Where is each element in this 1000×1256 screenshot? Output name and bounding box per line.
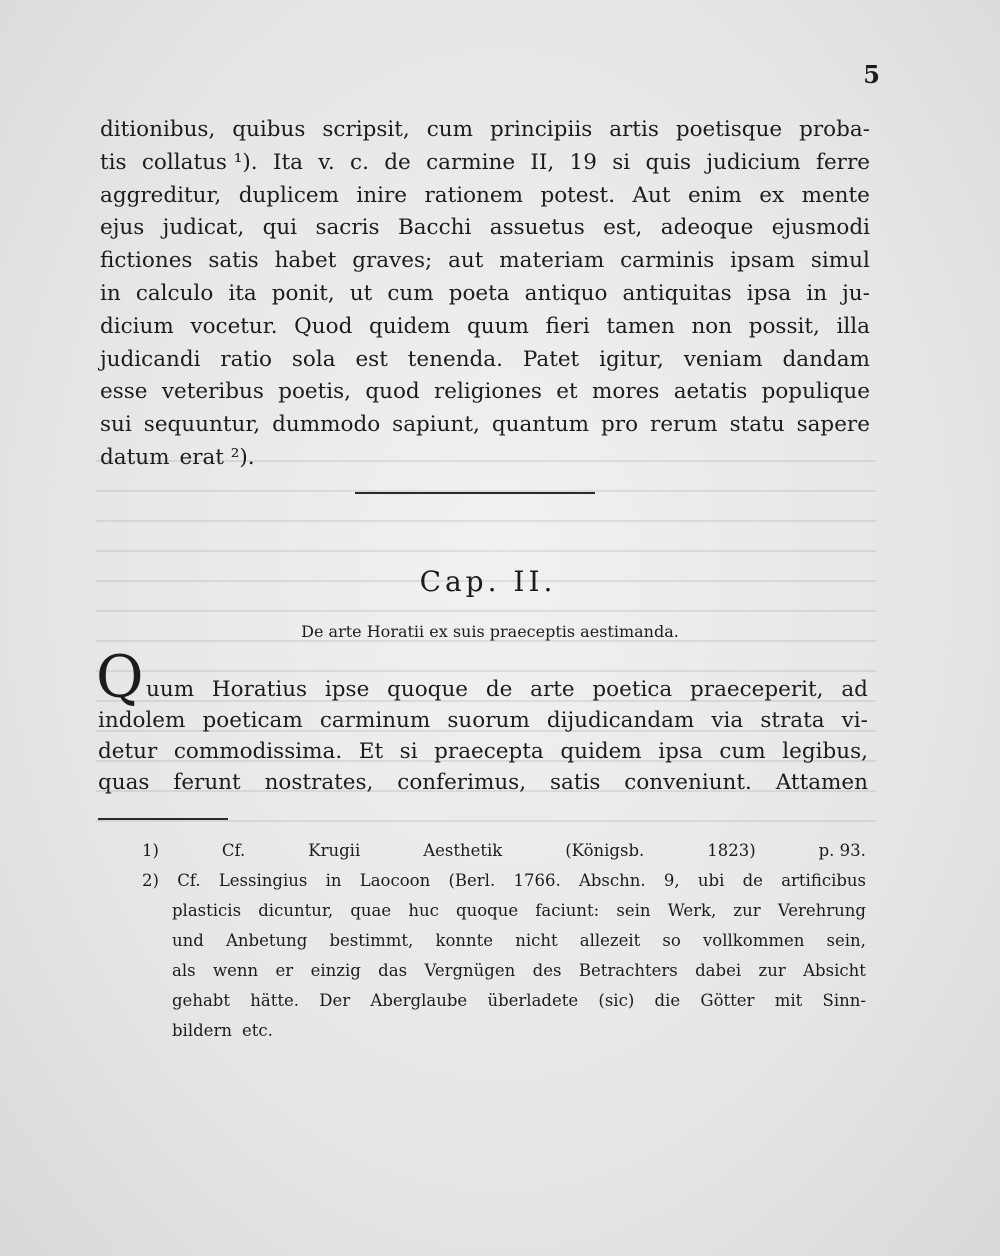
word: faciunt: [535, 901, 600, 920]
footnote-line [172, 898, 866, 924]
word: Horatius [211, 677, 308, 702]
word: poeta [448, 281, 510, 306]
word: principiis [490, 117, 593, 142]
text-line [98, 707, 868, 735]
word: quas [98, 770, 150, 795]
drop-cap: Q [96, 643, 144, 711]
word: aggreditur, [100, 182, 222, 208]
word: das [378, 961, 408, 980]
word: ipsa [746, 281, 792, 306]
word: suorum [447, 708, 530, 733]
text-line [100, 247, 870, 275]
footnote-line [172, 1018, 866, 1044]
word: Et [358, 739, 384, 764]
word: Laocoon [359, 871, 431, 890]
text-line [98, 769, 868, 797]
word: Betrachters [578, 961, 678, 980]
word: Lessingius [218, 871, 308, 890]
word: rationem [424, 182, 523, 208]
text-line [100, 444, 870, 472]
word: in [100, 281, 121, 306]
word: collatus ¹). [141, 149, 258, 175]
word: ejusmodi [771, 215, 870, 241]
word: quum [467, 313, 529, 339]
word: bestimmt, [329, 931, 414, 950]
text-line [100, 116, 870, 144]
word: strata [760, 708, 825, 733]
word: ad [841, 677, 868, 702]
word: conveniunt. [624, 770, 752, 795]
word: v. [318, 149, 335, 175]
word: tamen [606, 313, 675, 339]
word: de [485, 677, 513, 702]
word: esse [100, 379, 148, 405]
word: veniam [683, 346, 763, 372]
word: ponit, [271, 281, 335, 306]
word: wenn [212, 961, 259, 980]
word: dicium [100, 313, 174, 339]
word: scripsit, [322, 117, 410, 142]
word: enim [687, 182, 742, 208]
word: non [691, 313, 733, 339]
word: mente [801, 182, 870, 208]
word: er [275, 961, 294, 980]
word: sapiunt, [392, 412, 480, 438]
word: Sinn- [822, 991, 866, 1010]
word: datum [100, 445, 170, 470]
word: cum [426, 117, 474, 142]
word: antiquitas [622, 281, 732, 306]
word: huc [408, 901, 439, 920]
word: carminis [620, 248, 715, 274]
word: detur [98, 739, 158, 764]
word: mores [592, 379, 660, 405]
word: zur [733, 901, 761, 920]
word: ju- [842, 281, 870, 306]
word: hätte. [250, 991, 299, 1010]
word: aetatis [673, 379, 748, 405]
word: simul [810, 248, 870, 274]
word: Cf. [221, 841, 246, 860]
word: judicandi [100, 346, 201, 372]
word: ex [759, 182, 785, 208]
word: Werk, [667, 901, 717, 920]
word: nostrates, [264, 770, 374, 795]
word: populique [761, 379, 870, 405]
word: Bacchi [397, 215, 472, 241]
word: carmine [426, 149, 516, 175]
word: pro [601, 412, 639, 438]
word: sequuntur, [143, 412, 261, 438]
word: ipsam [730, 248, 795, 274]
footnote-line [172, 988, 866, 1014]
word: praecepta [434, 739, 544, 764]
text-line [100, 313, 870, 341]
text-line [100, 149, 870, 177]
word: in [806, 281, 828, 306]
word: quidem [560, 739, 642, 764]
word: mit [774, 991, 803, 1010]
footnote-line [172, 928, 866, 954]
word: ferre [815, 149, 870, 175]
word: legibus, [782, 739, 868, 764]
word: Aut [632, 182, 671, 208]
word: Vergnügen [424, 961, 516, 980]
word: illa [836, 313, 870, 339]
footnote-rule [98, 818, 228, 820]
word: est [355, 346, 388, 372]
word: de [742, 871, 763, 890]
word: artis [609, 117, 659, 142]
word: vocetur. [190, 313, 278, 339]
word: überladete [487, 991, 579, 1010]
word: rerum [650, 412, 718, 438]
word: so [662, 931, 681, 950]
word: possit, [748, 313, 820, 339]
word: zur [758, 961, 786, 980]
text-line [100, 378, 870, 406]
word: Absicht [803, 961, 866, 980]
word: Quod [294, 313, 353, 339]
word: quantum [491, 412, 590, 438]
word: de [384, 149, 411, 175]
text-line [146, 676, 868, 704]
chapter-subtitle: De arte Horatii ex suis praeceptis aestimanda. [301, 622, 679, 641]
word: poetica [592, 677, 673, 702]
word: ferunt [173, 770, 241, 795]
word: als [172, 961, 196, 980]
text-line [98, 738, 868, 766]
word: uum [146, 677, 195, 702]
word: religiones [434, 379, 542, 405]
word: sacris [315, 215, 380, 241]
word: Abschn. [578, 871, 646, 890]
word: fieri [545, 313, 590, 339]
word: tis [100, 149, 127, 175]
word: Krugii [308, 841, 361, 860]
word: antiquo [524, 281, 608, 306]
word: est, [603, 215, 643, 241]
word: quis [645, 149, 692, 175]
word: ejus [100, 215, 145, 241]
word: quibus [232, 117, 306, 142]
word: (sic) [598, 991, 635, 1010]
word: sui [100, 412, 132, 438]
word: Der [319, 991, 351, 1010]
word: satis [549, 770, 601, 795]
word: Patet [522, 346, 580, 372]
word: 19 [569, 149, 597, 175]
word: indolem [98, 708, 186, 733]
footnote-line [142, 838, 866, 864]
word: Aesthetik [423, 841, 503, 860]
word: habet [274, 248, 337, 274]
word: cum [387, 281, 434, 306]
word: quoque [387, 677, 469, 702]
word: potest. [540, 182, 616, 208]
word: in [325, 871, 342, 890]
word: ubi [697, 871, 725, 890]
word: ipse [324, 677, 370, 702]
word: p. 93. [818, 841, 866, 860]
word: inire [356, 182, 408, 208]
word: duplicem [238, 182, 339, 208]
word: quoque [456, 901, 519, 920]
word: tenenda. [407, 346, 503, 372]
word: poetis, [278, 379, 352, 405]
word: Anbetung [225, 931, 308, 950]
word: dicuntur, [258, 901, 334, 920]
chapter-title: Cap. II. [419, 565, 557, 598]
word: sein, [826, 931, 866, 950]
word: Ita [272, 149, 303, 175]
word: judicium [706, 149, 801, 175]
word: artificibus [781, 871, 866, 890]
word: adeoque [660, 215, 754, 241]
word: 1766. [513, 871, 561, 890]
word: (Königsb. [565, 841, 645, 860]
page-number: 5 [863, 60, 880, 89]
word: si [399, 739, 418, 764]
word: 1) [142, 841, 159, 860]
word: quod [365, 379, 420, 405]
word: igitur, [599, 346, 664, 372]
word: allezeit [579, 931, 641, 950]
word: poeticam [202, 708, 303, 733]
word: praeceperit, [690, 677, 824, 702]
word: ita [228, 281, 257, 306]
footnote-line [172, 958, 866, 984]
word: bildern [172, 1021, 232, 1040]
text-line [100, 182, 870, 210]
word: commodissima. [173, 739, 343, 764]
word: Verehrung [777, 901, 866, 920]
word: si [612, 149, 631, 175]
word: cum [719, 739, 766, 764]
word: fictiones [100, 248, 193, 274]
word: ratio [220, 346, 272, 372]
word: etc. [241, 1021, 273, 1040]
word: quidem [369, 313, 451, 339]
word: erat ²). [179, 445, 255, 470]
word: judicat, [162, 215, 245, 241]
word: et [556, 379, 578, 405]
word: via [711, 708, 744, 733]
word: assuetus [489, 215, 585, 241]
word: c. [350, 149, 369, 175]
word: Cf. [177, 871, 201, 890]
word: II, [530, 149, 555, 175]
word: einzig [310, 961, 361, 980]
word: Attamen [775, 770, 868, 795]
word: 2) [142, 871, 159, 890]
word: proba- [799, 117, 870, 142]
word: veteribus [161, 379, 264, 405]
word: calculo [135, 281, 214, 306]
word: sola [291, 346, 336, 372]
word: graves; [352, 248, 433, 274]
word: dummodo [272, 412, 381, 438]
section-divider-rule [355, 492, 595, 494]
word: gehabt [172, 991, 230, 1010]
word: poetisque [675, 117, 783, 142]
word: 1823) [707, 841, 756, 860]
word: statu [729, 412, 785, 438]
text-line [100, 280, 870, 308]
word: nicht [515, 931, 558, 950]
word: materiam [499, 248, 605, 274]
word: ditionibus, [100, 117, 216, 142]
word: und [172, 931, 204, 950]
word: ipsa [658, 739, 703, 764]
word: dandam [782, 346, 870, 372]
text-line [100, 214, 870, 242]
text-line [100, 411, 870, 439]
word: Götter [700, 991, 755, 1010]
word: ut [349, 281, 373, 306]
text-line [100, 346, 870, 374]
word: carminum [319, 708, 431, 733]
word: sapere [796, 412, 870, 438]
word: vi- [841, 708, 868, 733]
word: plasticis [172, 901, 242, 920]
word: satis [208, 248, 259, 274]
word: dijudicandam [546, 708, 695, 733]
word: konnte [435, 931, 494, 950]
word: des [532, 961, 562, 980]
word: arte [530, 677, 575, 702]
footnote-line [142, 868, 866, 894]
word: (Berl. [448, 871, 496, 890]
word: quae [350, 901, 392, 920]
word: sein [616, 901, 651, 920]
word: dabei [695, 961, 742, 980]
word: die [654, 991, 681, 1010]
word: 9, [663, 871, 680, 890]
word: qui [262, 215, 298, 241]
word: vollkommen [702, 931, 805, 950]
word: Aberglaube [370, 991, 468, 1010]
word: aut [448, 248, 484, 274]
word: conferimus, [397, 770, 527, 795]
